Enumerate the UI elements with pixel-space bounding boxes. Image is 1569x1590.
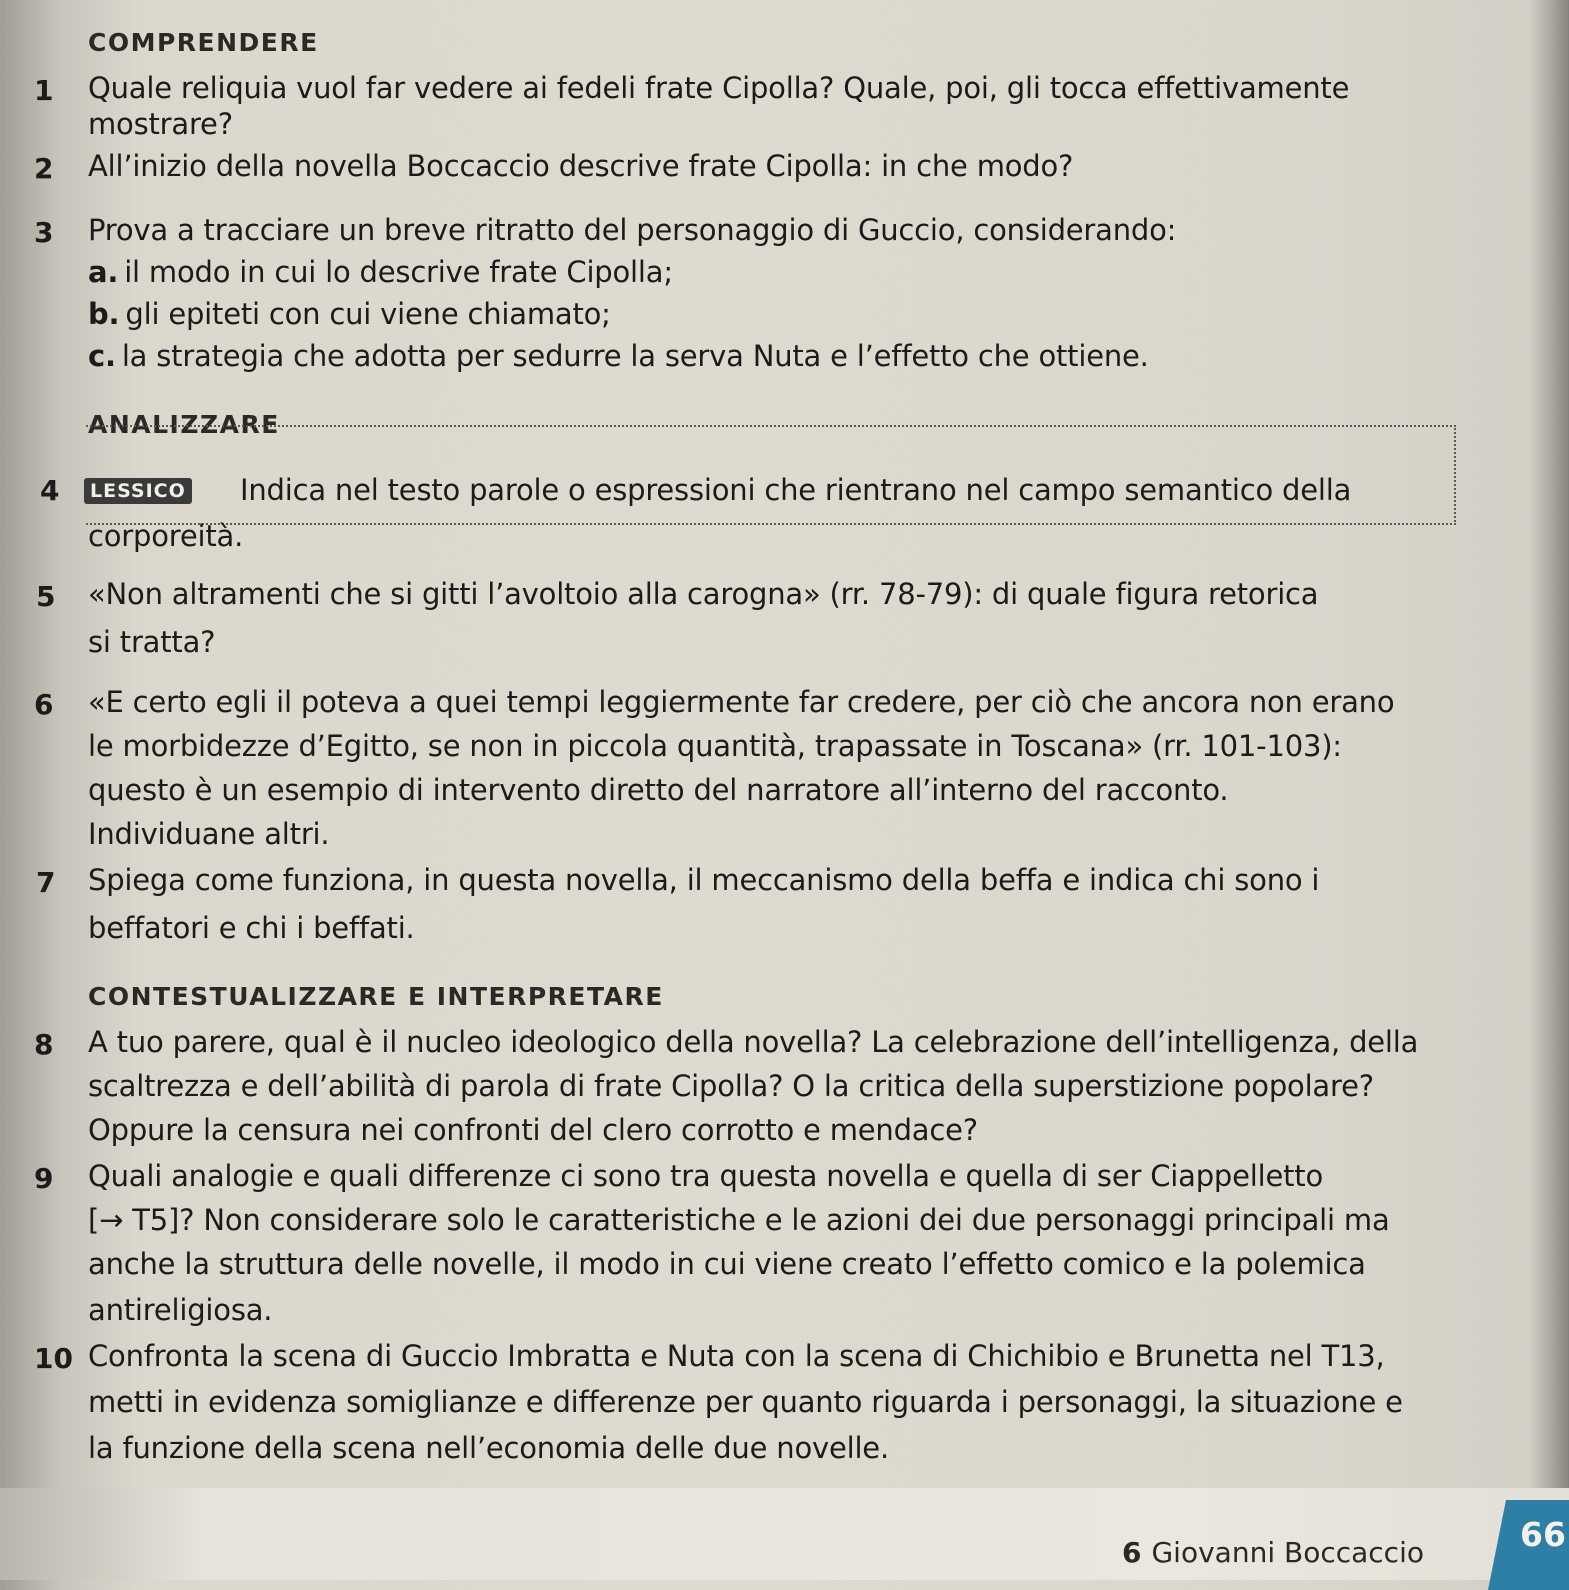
question-3-item-b	[88, 296, 611, 332]
question-1-line-2: mostrare?	[88, 107, 233, 141]
question-6-line-3: questo è un esempio di intervento diretto del narratore all’interno del racconto.	[88, 773, 1229, 807]
chapter-title: Giovanni Boccaccio	[1151, 1536, 1424, 1569]
lessico-badge: LESSICO	[84, 478, 192, 504]
item-letter: c.	[88, 339, 116, 373]
question-6-line-2: le morbidezze d’Egitto, se non in piccola quantità, trapassate in Toscana» (rr. 101-103):	[88, 729, 1342, 763]
question-5-line-2: si tratta?	[88, 625, 216, 659]
question-10-line-3: la funzione della scena nell’economia delle due novelle.	[88, 1431, 889, 1465]
question-7-line-1: Spiega come funziona, in questa novella, il meccanismo della beffa e indica chi sono i	[88, 863, 1320, 897]
question-5-line-1: «Non altramenti che si gitti l’avoltoio alla carogna» (rr. 78-79): di quale figura retorica	[88, 577, 1319, 611]
item-letter: a.	[88, 255, 119, 289]
chapter-running-title	[1122, 1536, 1424, 1569]
question-6-line-1: «E certo egli il poteva a quei tempi leggiermente far credere, per ciò che ancora non erano	[88, 685, 1395, 719]
question-9-line-3: anche la struttura delle novelle, il modo in cui viene creato l’effetto comico e la polemica	[88, 1247, 1366, 1281]
chapter-number: 6	[1122, 1536, 1142, 1569]
question-7-line-2: beffatori e chi i beffati.	[88, 911, 415, 945]
page-edge-shadow	[1530, 0, 1569, 1488]
question-1-line-1: Quale reliquia vuol far vedere ai fedeli frate Cipolla? Quale, poi, gli tocca effettivamente	[88, 71, 1350, 105]
question-number-2: 2	[34, 152, 54, 185]
question-number-1: 1	[34, 74, 54, 107]
question-number-5: 5	[36, 580, 56, 613]
question-3-item-a	[88, 254, 673, 290]
question-3-line-1: Prova a tracciare un breve ritratto del personaggio di Guccio, considerando:	[88, 213, 1177, 247]
question-4-line-2: corporeità.	[88, 519, 244, 553]
question-8-line-3: Oppure la censura nei confronti del clero corrotto e mendace?	[88, 1113, 978, 1147]
item-text: il modo in cui lo descrive frate Cipolla;	[124, 255, 673, 289]
question-10-line-2: metti in evidenza somiglianze e differenze per quanto riguarda i personaggi, la situazione e	[88, 1385, 1403, 1419]
question-number-9: 9	[34, 1162, 54, 1195]
item-letter: b.	[88, 297, 120, 331]
question-9-line-4: antireligiosa.	[88, 1293, 273, 1327]
question-number-6: 6	[34, 688, 54, 721]
question-number-8: 8	[34, 1028, 54, 1061]
question-4-line-1: Indica nel testo parole o espressioni che rientrano nel campo semantico della	[240, 473, 1352, 507]
question-10-line-1: Confronta la scena di Guccio Imbratta e Nuta con la scena di Chichibio e Brunetta nel T13,	[88, 1339, 1385, 1373]
section-heading-analizzare: ANALIZZARE	[88, 410, 280, 439]
question-6-line-4: Individuane altri.	[88, 817, 330, 851]
question-number-4: 4	[40, 474, 60, 507]
question-9-line-1: Quali analogie e quali differenze ci sono tra questa novella e quella di ser Ciappelletto	[88, 1159, 1323, 1193]
question-8-line-2: scaltrezza e dell’abilità di parola di frate Cipolla? O la critica della superstizione popolare?	[88, 1069, 1374, 1103]
question-3-item-c	[88, 338, 1149, 374]
section-heading-comprendere: COMPRENDERE	[88, 28, 319, 57]
question-2-line-1: All’inizio della novella Boccaccio descrive frate Cipolla: in che modo?	[88, 149, 1074, 183]
question-number-3: 3	[34, 216, 54, 249]
question-number-7: 7	[36, 866, 56, 899]
question-9-line-2: [→ T5]? Non considerare solo le caratteristiche e le azioni dei due personaggi principali ma	[88, 1203, 1390, 1237]
question-number-10: 10	[34, 1342, 73, 1375]
question-8-line-1: A tuo parere, qual è il nucleo ideologico della novella? La celebrazione dell’intelligenza, della	[88, 1025, 1419, 1059]
page-number: 66	[1520, 1515, 1566, 1554]
item-text: gli epiteti con cui viene chiamato;	[125, 297, 611, 331]
item-text: la strategia che adotta per sedurre la serva Nuta e l’effetto che ottiene.	[121, 339, 1149, 373]
section-heading-contestualizzare: CONTESTUALIZZARE E INTERPRETARE	[88, 982, 664, 1011]
